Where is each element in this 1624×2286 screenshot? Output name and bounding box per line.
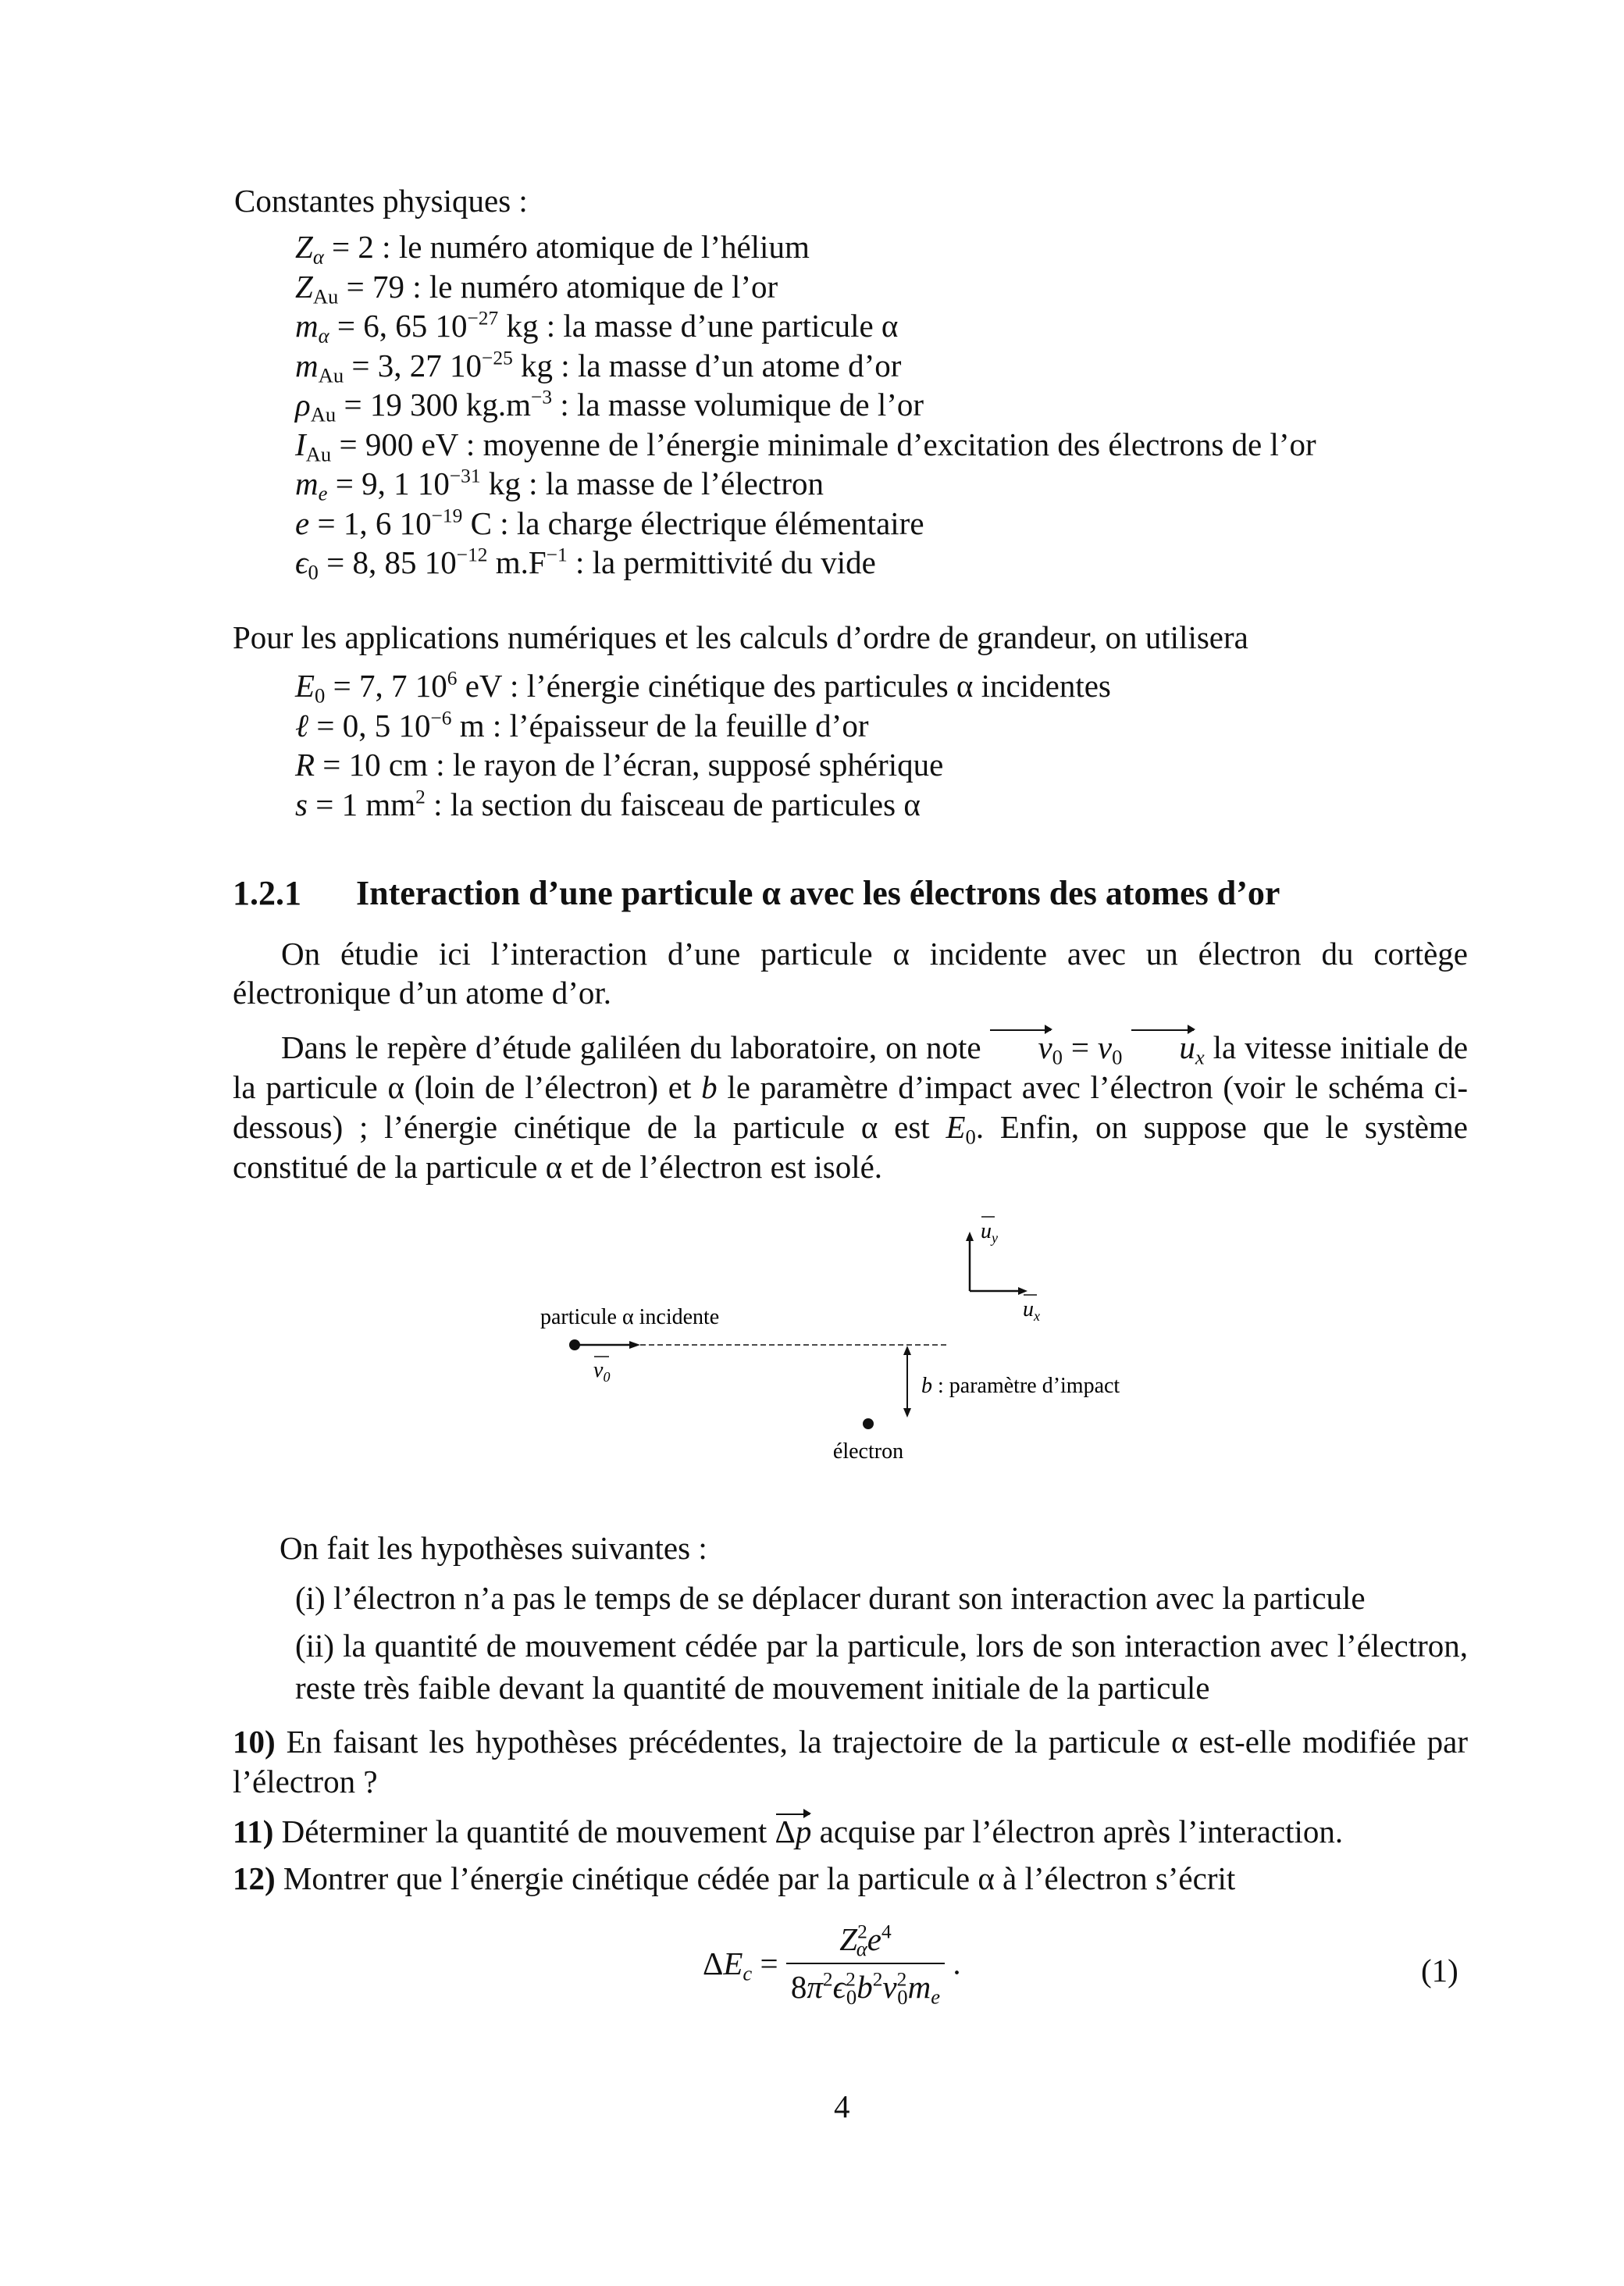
hypothesis-1: (i) l’électron n’a pas le temps de se déplacer durant son interaction avec la particule <box>295 1580 1366 1616</box>
impact-diagram <box>515 1207 1187 1472</box>
equation-label: (1) <box>1421 1953 1458 1988</box>
constant-item: $m_{Au} = 3$, 27 $10^{-25}$ kg : la masse d’un atome d’or <box>295 346 902 387</box>
constant-item: $\rho_{Au} = 19$ 300 $kg.m^{-3}$ : la masse volumique de l’or <box>295 386 924 426</box>
section-heading <box>233 872 1280 915</box>
ux-label: $u_x$ <box>1023 1297 1040 1324</box>
numeric-item: R = 10 cm : le rayon de l’écran, supposé sphérique <box>295 747 944 783</box>
delta-p-vector: Δp <box>775 1812 812 1852</box>
impact-arrowhead-up-icon <box>903 1346 911 1355</box>
constant-item: $m_\alpha = 6$, 65 $10^{-27}$ kg : la masse d’une particule α <box>295 307 899 348</box>
numeric-item: $E_0 = 7$, 7 $10^6$ eV : l’énergie cinétique des particules α incidentes <box>295 667 1111 708</box>
constant-item: e = 1, 6 $10^{-19}$ C : la charge électrique élémentaire <box>295 504 924 541</box>
electron <box>863 1418 874 1429</box>
constant-item: $m_e = 9$, 1 $10^{-31}$ kg : la masse de l’électron <box>295 465 824 505</box>
hypothesis-2: (ii) la quantité de mouvement cédée par la particule, lors de son interaction avec l’électron, reste très faible devant la quantité de mouvement initiale de la particule <box>295 1628 1468 1706</box>
constants-heading: Constantes physiques : <box>234 183 528 219</box>
page-number: 4 <box>834 2088 850 2124</box>
impact-label: b : paramètre d’impact <box>921 1374 1120 1398</box>
uy-arrowhead-icon <box>966 1232 974 1241</box>
constant-item: $Z_{Au} = 79$ : le numéro atomique de l’or <box>295 268 778 308</box>
numeric-item: s = 1 $mm^2$ : la section du faisceau de particules α <box>295 785 921 822</box>
b-symbol: b <box>701 1069 718 1105</box>
question-11: 11) Déterminer la quantité de mouvement Δp acquise par l’électron après l’interaction. <box>233 1812 1343 1852</box>
hypotheses-intro: On fait les hypothèses suivantes : <box>280 1530 707 1566</box>
e0-symbol: $E_0$ <box>946 1109 976 1149</box>
question-12: 12) Montrer que l’énergie cinétique cédée par la particule α à l’électron s’écrit <box>233 1860 1236 1896</box>
question-10: 10) En faisant les hypothèses précédentes, la trajectoire de la particule α est-elle modifiée par l’électron ? <box>233 1724 1469 1799</box>
constant-item: $Z_\alpha = 2$ : le numéro atomique de l’hélium <box>295 229 810 269</box>
electron-label: électron <box>832 1439 904 1464</box>
impact-arrowhead-down-icon <box>903 1408 911 1418</box>
paragraph-setup: Dans le repère d’étude galiléen du laboratoire, on note $v_0 = v_0$ $u_x$ la vitesse initiale de la particule α (loin de l’électron) et b le paramètre d’impact avec l’électron (voir le schéma ci-dessous) ; l’énergie cinétique de la particule α est $E_0$. Enfin, on suppose que le système constitué de la particule α et de l’électron est isolé. <box>233 1029 1469 1185</box>
constant-item: $\epsilon_0 = 8$, 85 $10^{-12}$ $m.F^{-1}$ : la permittivité du vide <box>295 544 876 584</box>
numeric-item: ℓ = 0, 5 $10^{-6}$ m : l’épaisseur de la feuille d’or <box>295 706 869 744</box>
uy-label: $u_y$ <box>981 1219 998 1246</box>
section-number: 1.2.1 <box>233 874 301 912</box>
section-title: Interaction d’une particule α avec les électrons des atomes d’or <box>356 874 1280 912</box>
v0-arrowhead-icon <box>629 1341 640 1349</box>
v0-label: $v_0$ <box>593 1358 611 1385</box>
ux-arrowhead-icon <box>1018 1287 1027 1295</box>
incident-label: particule α incidente <box>540 1305 720 1329</box>
numerics-intro: Pour les applications numériques et les calculs d’ordre de grandeur, on utilisera <box>233 619 1248 655</box>
paragraph-intro: On étudie ici l’interaction d’une particule α incidente avec un électron du cortège électronique d’un atome d’or. <box>233 936 1468 1011</box>
constant-item: $I_{Au} = 900$ eV : moyenne de l’énergie minimale d’excitation des électrons de l’or <box>295 426 1316 465</box>
v0-vector: $v_0 = v_0$ $u_x$ <box>989 1029 1204 1065</box>
equation-1: $\Delta E_c$ = $\frac{Z^2_\alpha e^4}{8\pi^2\epsilon^2_0b^2v^2_0m_e}$ . <box>703 1920 961 2009</box>
